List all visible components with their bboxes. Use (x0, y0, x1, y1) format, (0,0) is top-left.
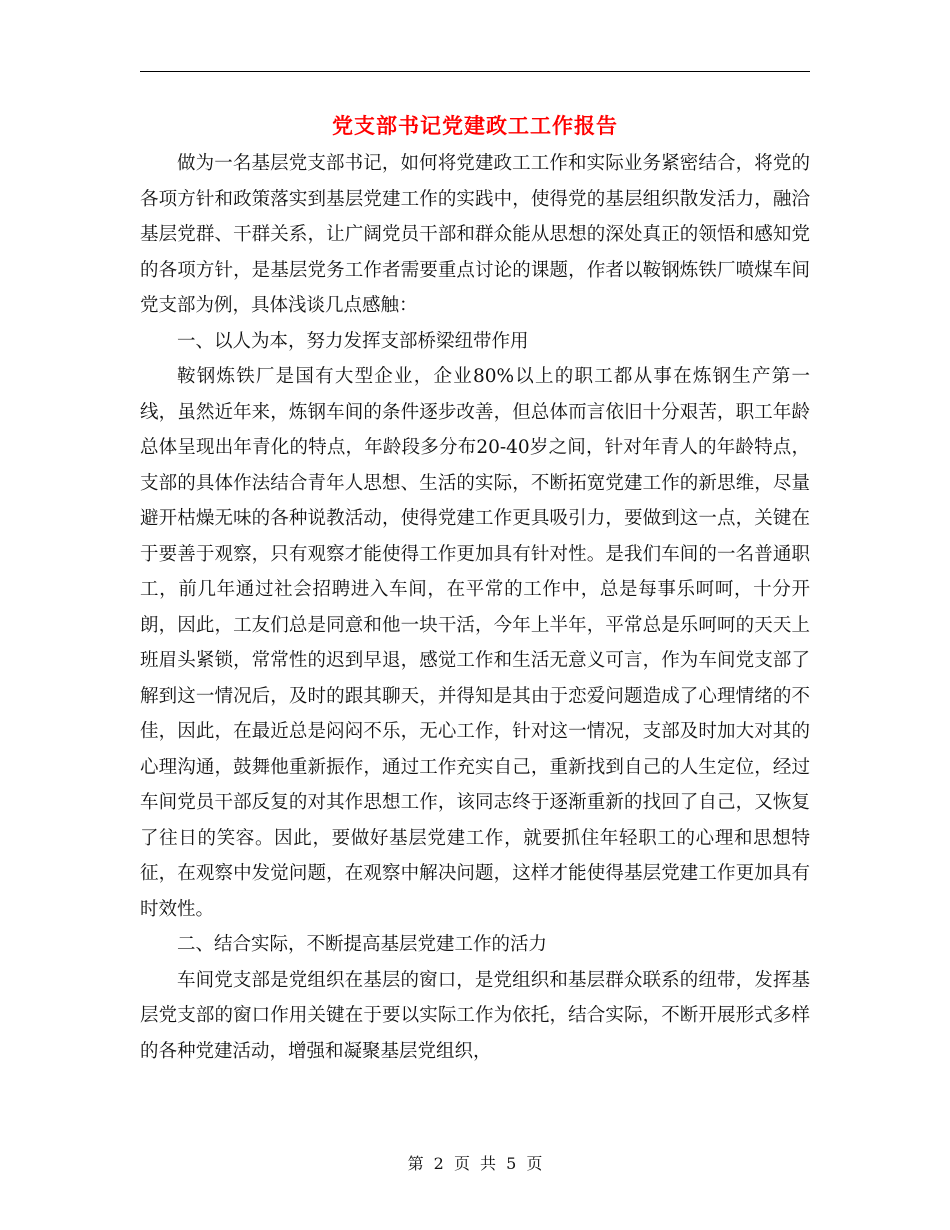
page-number-footer: 第 2 页 共 5 页 (407, 1154, 543, 1173)
document-body (140, 146, 810, 1069)
document-title: 党支部书记党建政工工作报告 (332, 113, 618, 138)
section-1-paragraph: 鞍钢炼铁厂是国有大型企业，企业80%以上的职工都从事在炼钢生产第一线，虽然近年来，炼钢车间的条件逐步改善，但总体而言依旧十分艰苦，职工年龄总体呈现出年青化的特点，年龄段多分布20-40岁之间，针对年青人的年龄特点，支部的具体作法结合青年人思想、生活的实际，不断拓宽党建工作的新思维，尽量避开枯燥无味的各种说教活动，使得党建工作更具吸引力，要做到这一点，关键在于要善于观察，只有观察才能使得工作更加具有针对性。是我们车间的一名普通职工，前几年通过社会招聘进入车间，在平常的工作中，总是每事乐呵呵，十分开朗，因此，工友们总是同意和他一块干活，今年上半年，平常总是乐呵呵的天天上班眉头紧锁，常常性的迟到早退，感觉工作和生活无意义可言，作为车间党支部了解到这一情况后，及时的跟其聊天，并得知是其由于恋爱问题造成了心理情绪的不佳，因此，在最近总是闷闷不乐，无心工作，针对这一情况，支部及时加大对其的心理沟通，鼓舞他重新振作，通过工作充实自己，重新找到自己的人生定位，经过车间党员干部反复的对其作思想工作，该同志终于逐渐重新的找回了自己，又恢复了往日的笑容。因此，要做好基层党建工作，就要抓住年轻职工的心理和思想特征，在观察中发觉问题，在观察中解决问题，这样才能使得基层党建工作更加具有时效性。 (140, 366, 810, 920)
intro-paragraph: 做为一名基层党支部书记，如何将党建政工工作和实际业务紧密结合，将党的各项方针和政策落实到基层党建工作的实践中，使得党的基层组织散发活力，融洽基层党群、干群关系，让广阔党员干部和群众能从思想的深处真正的领悟和感知党的各项方针，是基层党务工作者需要重点讨论的课题，作者以鞍钢炼铁厂喷煤车间党支部为例，具体浅谈几点感触： (140, 153, 810, 316)
section-heading-1: 一、以人为本，努力发挥支部桥梁纽带作用 (177, 330, 529, 352)
section-heading-2: 二、结合实际，不断提高基层党建工作的活力 (177, 934, 548, 955)
header-rule (140, 71, 810, 72)
section-2-paragraph: 车间党支部是党组织在基层的窗口，是党组织和基层群众联系的纽带，发挥基层党支部的窗口作用关键在于要以实际工作为依托，结合实际，不断开展形式多样的各种党建活动，增强和凝聚基层党组织， (140, 969, 810, 1062)
